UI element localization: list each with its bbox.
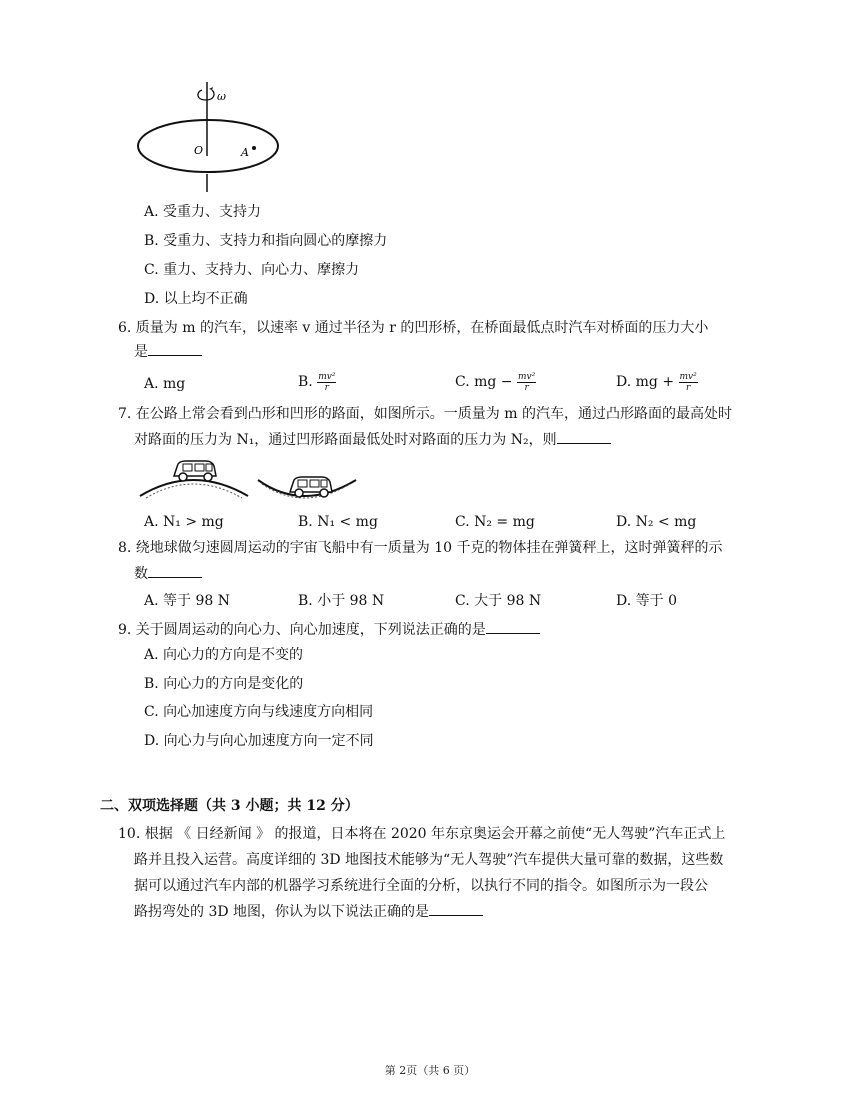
q7-option-a: A. N₁ > mg <box>144 514 224 530</box>
q5-option-a: A. 受重力、支持力 <box>144 204 262 220</box>
convex-road <box>140 480 248 496</box>
q8-option-d: D. 等于 0 <box>616 593 677 609</box>
fraction: $\frac{\text{mv²}}{r}$ <box>517 371 536 393</box>
fraction: $\frac{\text{mv²}}{r}$ <box>679 371 697 393</box>
q6-option-b: B. $\frac{\text{mv²}}{r}$ <box>298 371 336 393</box>
q9-option-b: B. 向心力的方向是变化的 <box>144 676 304 692</box>
disc-ellipse <box>138 120 278 172</box>
q6-option-d: D. mg + $\frac{\text{mv²}}{r}$ <box>616 371 697 393</box>
rotation-arrow-icon <box>198 90 214 100</box>
point-a-dot <box>252 146 256 150</box>
car-icon <box>174 461 216 481</box>
q10-line1: 10. 根据 《 日经新闻 》 的报道，日本将在 2020 年东京奥运会开幕之前使“无人驾驶”汽车正式上 <box>118 826 726 842</box>
center-label: O <box>194 144 204 157</box>
car-icon <box>290 477 332 497</box>
q7-option-d: D. N₂ < mg <box>616 514 697 530</box>
point-a-label: A <box>241 146 249 159</box>
q10-line2: 路并且投入运营。高度详细的 3D 地图技术能够为“无人驾驶”汽车提供大量可靠的数据，这些数 <box>134 852 724 868</box>
section-heading: 二、双项选择题（共 3 小题；共 12 分） <box>100 798 359 814</box>
q9-line1: 9. 关于圆周运动的向心力、向心加速度，下列说法正确的是 <box>118 618 540 642</box>
answer-blank <box>148 341 202 356</box>
q10-line3: 据可以通过汽车内部的机器学习系统进行全面的分析，以执行不同的指令。如图所示为一段公 <box>134 878 708 894</box>
q8-line1: 8. 绕地球做匀速圆周运动的宇宙飞船中有一质量为 10 千克的物体挂在弹簧秤上，这时弹簧秤的示 <box>118 540 723 556</box>
q8-line2: 数 <box>134 562 202 586</box>
q5-option-b: B. 受重力、支持力和指向圆心的摩擦力 <box>144 233 388 249</box>
q8-option-b: B. 小于 98 N <box>298 593 385 609</box>
q6-line1: 6. 质量为 m 的汽车，以速率 v 通过半径为 r 的凹形桥，在桥面最低点时汽车对桥面的压力大小 <box>118 320 709 336</box>
omega-label: ω <box>217 90 226 103</box>
q9-option-a: A. 向心力的方向是不变的 <box>144 647 304 663</box>
q6-line2: 是 <box>134 340 202 364</box>
rotating-disc-figure <box>130 78 290 196</box>
q7-option-b: B. N₁ < mg <box>298 514 378 530</box>
q9-option-d: D. 向心力与向心加速度方向一定不同 <box>144 733 374 749</box>
answer-blank <box>148 563 202 578</box>
q5-option-c: C. 重力、支持力、向心力、摩擦力 <box>144 262 360 278</box>
page-footer: 第 2页（共 6 页） <box>384 1064 476 1077</box>
answer-blank <box>486 619 540 634</box>
q6-option-c: C. mg − $\frac{\text{mv²}}{r}$ <box>455 371 536 393</box>
q6-option-a: A. mg <box>144 376 186 392</box>
q7-line1: 7. 在公路上常会看到凸形和凹形的路面，如图所示。一质量为 m 的汽车，通过凸形路面的最高处时 <box>118 406 732 422</box>
q9-option-c: C. 向心加速度方向与线速度方向相同 <box>144 704 374 720</box>
q10-line4: 路拐弯处的 3D 地图，你认为以下说法正确的是 <box>134 900 483 924</box>
answer-blank <box>557 429 611 444</box>
q7-option-c: C. N₂ = mg <box>455 514 535 530</box>
fraction: $\frac{\text{mv²}}{r}$ <box>318 371 336 393</box>
q8-option-a: A. 等于 98 N <box>144 593 230 609</box>
answer-blank <box>429 901 483 916</box>
q7-line2: 对路面的压力为 N₁，通过凹形路面最低处时对路面的压力为 N₂，则 <box>134 428 611 452</box>
road-cars-figure <box>138 452 358 506</box>
q5-option-d: D. 以上均不正确 <box>144 291 248 307</box>
q8-option-c: C. 大于 98 N <box>455 593 542 609</box>
